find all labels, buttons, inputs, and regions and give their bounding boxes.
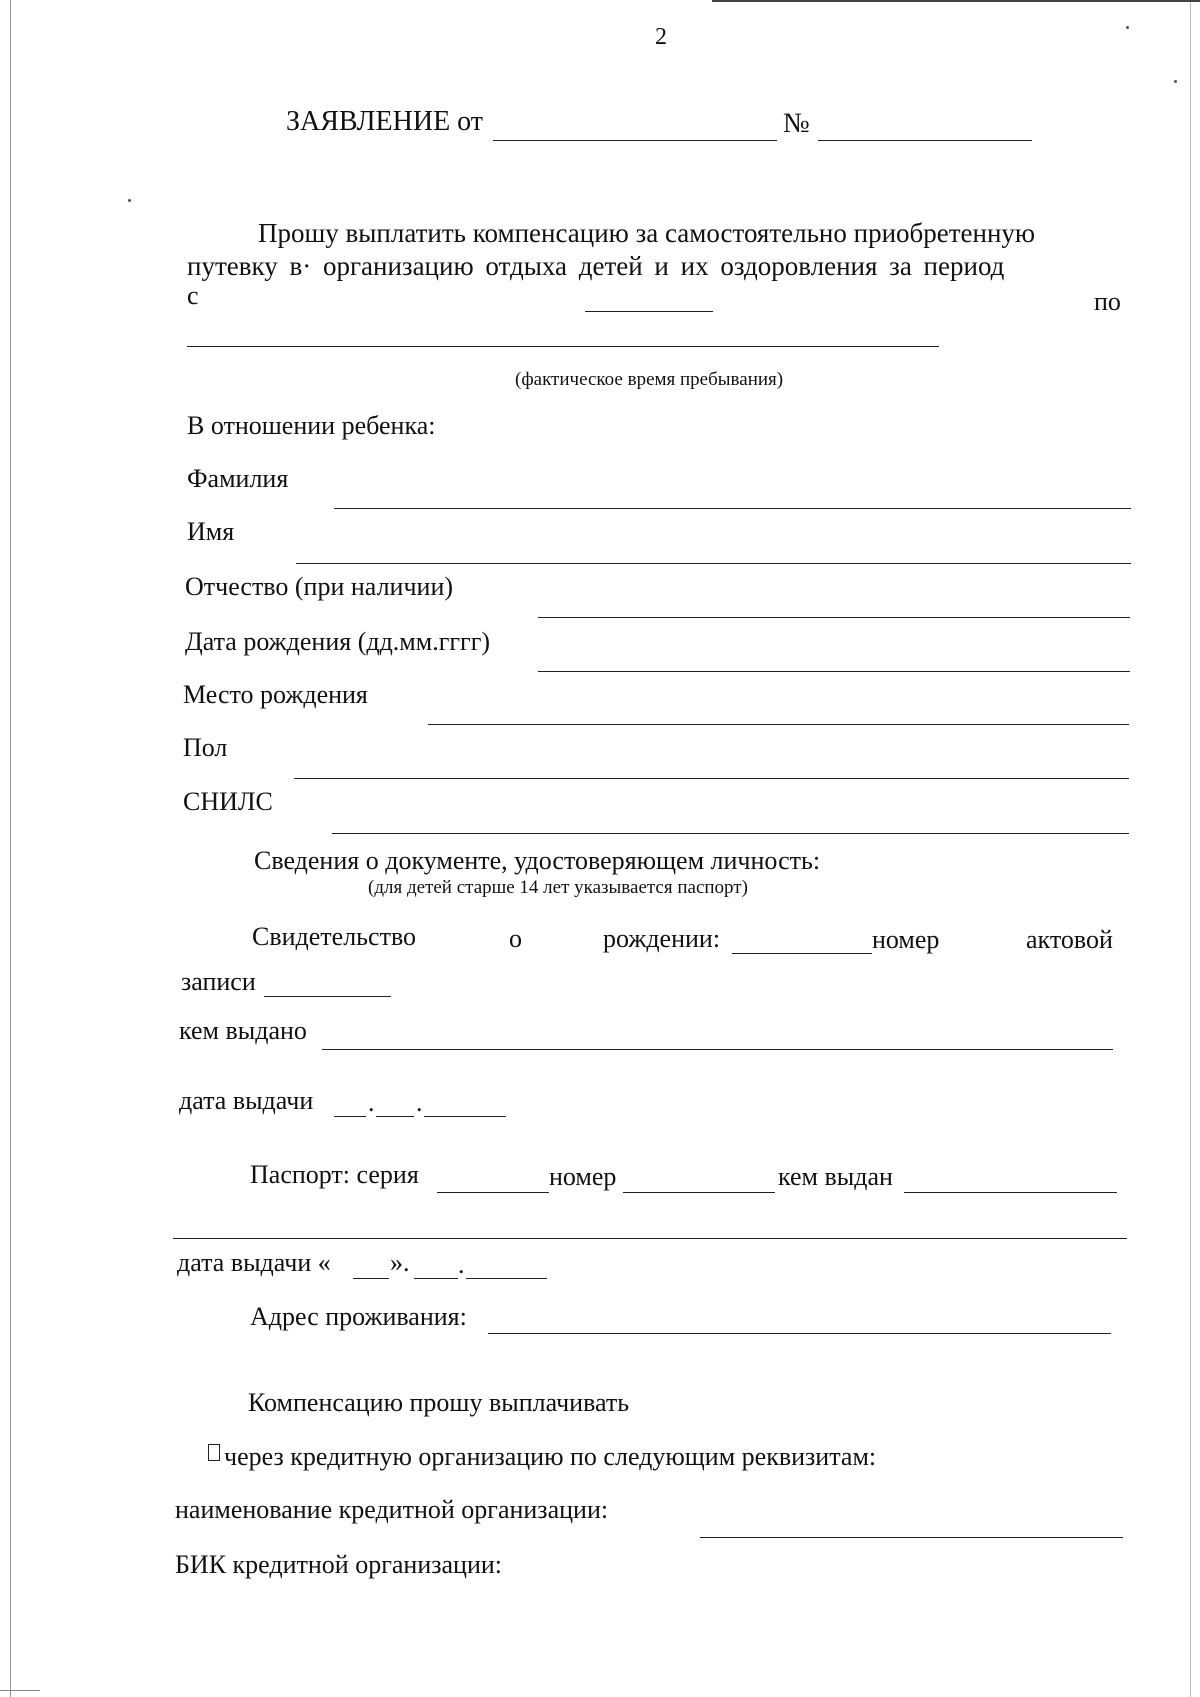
period-from-label: с bbox=[187, 281, 199, 310]
birth-certificate-label: Свидетельство bbox=[252, 922, 417, 951]
page-title: ЗАЯВЛЕНИЕ от bbox=[286, 106, 484, 137]
id-document-note: (для детей старше 14 лет указывается паспорт) bbox=[368, 877, 748, 898]
passport-issued-by-field-continued[interactable] bbox=[173, 1238, 1127, 1239]
passport-issued-by-field[interactable] bbox=[904, 1192, 1117, 1193]
birth-place-field[interactable] bbox=[428, 724, 1129, 725]
request-line-2: путевку в· организацию отдыха детей и их оздоровления за период bbox=[187, 251, 1005, 281]
record-number-label-2: актовой bbox=[1026, 925, 1113, 954]
surname-label: Фамилия bbox=[187, 464, 289, 493]
child-heading: В отношении ребенка: bbox=[187, 411, 436, 440]
passport-number-field[interactable] bbox=[623, 1192, 775, 1193]
birth-place-label: Место рождения bbox=[183, 680, 368, 709]
passport-issue-year-field[interactable] bbox=[466, 1278, 547, 1279]
passport-number-label: номер bbox=[549, 1162, 617, 1191]
snils-field[interactable] bbox=[332, 833, 1129, 834]
patronymic-field[interactable] bbox=[538, 617, 1130, 618]
record-number-field[interactable] bbox=[264, 996, 391, 997]
number-sign: № bbox=[783, 108, 810, 139]
passport-series-label: Паспорт: серия bbox=[250, 1160, 419, 1189]
period-to-label: по bbox=[1094, 287, 1121, 316]
birth-date-field[interactable] bbox=[538, 671, 1130, 672]
sex-field[interactable] bbox=[294, 778, 1129, 779]
passport-issued-by-label: кем выдан bbox=[778, 1162, 893, 1191]
bank-name-field[interactable] bbox=[700, 1537, 1123, 1538]
scan-left-edge bbox=[10, 0, 11, 1697]
date-separator: . bbox=[416, 1088, 423, 1117]
birth-certificate-label-2: о bbox=[509, 924, 522, 953]
address-field[interactable] bbox=[488, 1333, 1111, 1334]
certificate-issue-year-field[interactable] bbox=[424, 1116, 506, 1117]
surname-field[interactable] bbox=[334, 508, 1131, 509]
bank-name-label: наименование кредитной организации: bbox=[175, 1495, 609, 1524]
page-number: 2 bbox=[655, 24, 667, 50]
request-line-1: Прошу выплатить компенсацию за самостоятельно приобретенную bbox=[258, 218, 1036, 248]
passport-date-close: ». bbox=[390, 1248, 410, 1277]
scan-right-edge bbox=[1190, 0, 1191, 1697]
passport-issue-date-label: дата выдачи « bbox=[177, 1248, 331, 1277]
scan-top-edge bbox=[712, 0, 1200, 2]
scan-speck bbox=[1126, 26, 1129, 29]
certificate-issue-day-field[interactable] bbox=[334, 1116, 366, 1117]
date-separator: . bbox=[458, 1250, 465, 1279]
period-from-field[interactable] bbox=[585, 311, 713, 312]
passport-issue-month-field[interactable] bbox=[414, 1278, 458, 1279]
payment-heading: Компенсацию прошу выплачивать bbox=[248, 1388, 630, 1417]
bik-label: БИК кредитной организации: bbox=[175, 1550, 503, 1579]
patronymic-label: Отчество (при наличии) bbox=[185, 572, 454, 601]
scan-bottom-edge bbox=[0, 1690, 40, 1691]
application-number-field[interactable] bbox=[818, 140, 1032, 141]
birth-date-label: Дата рождения (дд.мм.гггг) bbox=[185, 627, 491, 656]
passport-series-field[interactable] bbox=[437, 1192, 549, 1193]
snils-label: СНИЛС bbox=[183, 787, 273, 816]
record-number-label-3: записи bbox=[181, 967, 256, 996]
bank-option-checkbox[interactable] bbox=[208, 1444, 220, 1461]
passport-issue-day-field[interactable] bbox=[353, 1278, 389, 1279]
bank-option-label: через кредитную организацию по следующим реквизитам: bbox=[224, 1442, 877, 1471]
date-separator: . bbox=[368, 1088, 375, 1117]
scan-speck bbox=[1174, 80, 1177, 83]
id-document-heading: Сведения о документе, удостоверяющем личность: bbox=[254, 846, 821, 875]
scan-speck bbox=[128, 199, 131, 202]
certificate-issue-date-label: дата выдачи bbox=[179, 1086, 314, 1115]
record-number-label: номер bbox=[872, 925, 940, 954]
period-note: (фактическое время пребывания) bbox=[515, 369, 784, 390]
birth-certificate-field[interactable] bbox=[732, 953, 872, 954]
birth-certificate-label-3: рождении: bbox=[603, 924, 721, 953]
certificate-issued-by-field[interactable] bbox=[322, 1049, 1113, 1050]
sex-label: Пол bbox=[183, 733, 228, 762]
name-field[interactable] bbox=[296, 563, 1131, 564]
application-date-field[interactable] bbox=[493, 140, 777, 141]
certificate-issue-month-field[interactable] bbox=[376, 1116, 414, 1117]
period-to-field[interactable] bbox=[187, 346, 939, 347]
address-label: Адрес проживания: bbox=[250, 1302, 467, 1331]
certificate-issued-by-label: кем выдано bbox=[179, 1016, 307, 1045]
name-label: Имя bbox=[187, 517, 235, 546]
